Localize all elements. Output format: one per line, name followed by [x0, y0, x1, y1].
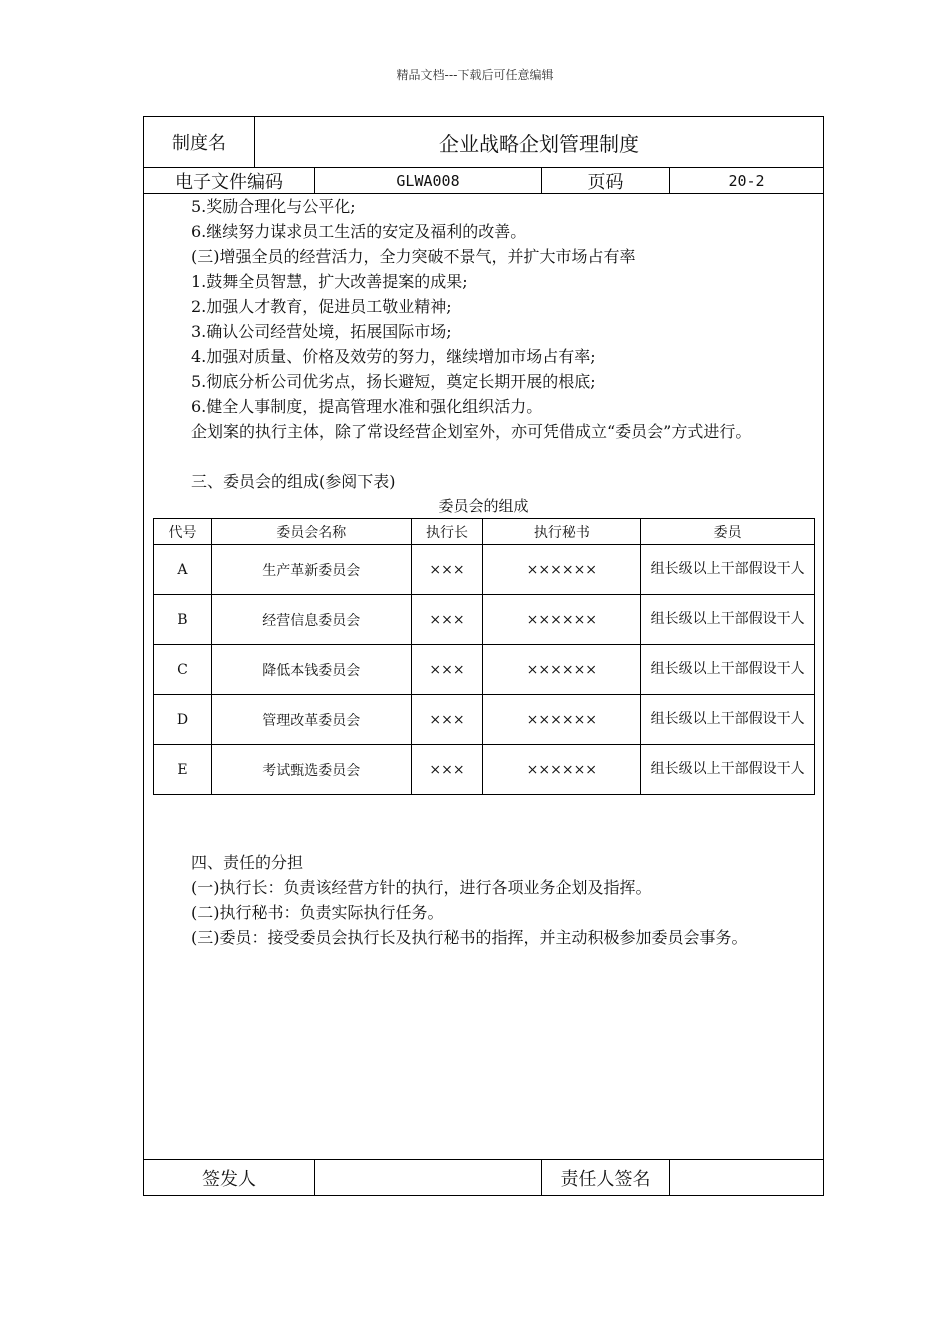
- row-chief: ×××: [411, 645, 483, 695]
- header-secretary: 执行秘书: [483, 519, 641, 545]
- row-chief: ×××: [411, 545, 483, 595]
- header-members: 委员: [641, 519, 815, 545]
- row-code: A: [154, 545, 212, 595]
- section-4-item: (一)执行长：负责该经营方针的执行，进行各项业务企划及指挥。: [191, 878, 652, 897]
- issuer-label: 签发人: [202, 1169, 256, 1190]
- table-row: [154, 595, 815, 645]
- body-line: 4.加强对质量、价格及效劳的努力，继续增加市场占有率;: [191, 347, 596, 366]
- body-line: 6.继续努力谋求员工生活的安定及福利的改善。: [191, 222, 527, 241]
- title-row: [144, 117, 823, 168]
- section-4-item: (二)执行秘书：负责实际执行任务。: [191, 903, 444, 922]
- row-members: 组长级以上干部假设干人: [641, 745, 815, 795]
- row-members: 组长级以上干部假设干人: [641, 595, 815, 645]
- row-code: E: [154, 745, 212, 795]
- row-chief: ×××: [411, 745, 483, 795]
- table-header-row: [154, 519, 815, 545]
- responsible-signature-field[interactable]: [670, 1160, 823, 1196]
- section-4-heading: 四、责任的分担: [191, 853, 304, 872]
- row-name: 生产革新委员会: [211, 545, 411, 595]
- section-4-item: (三)委员：接受委员会执行长及执行秘书的指挥，并主动积极参加委员会事务。: [191, 928, 748, 947]
- row-secretary: ××××××: [483, 545, 641, 595]
- table-row: [154, 745, 815, 795]
- row-name: 考试甄选委员会: [211, 745, 411, 795]
- file-code-value: GLWA008: [396, 171, 460, 190]
- body-line: 1.鼓舞全员智慧，扩大改善提案的成果;: [191, 272, 468, 291]
- header-chief: 执行长: [411, 519, 483, 545]
- row-secretary: ××××××: [483, 595, 641, 645]
- document-frame: [143, 116, 824, 1196]
- row-name: 管理改革委员会: [211, 695, 411, 745]
- table-row: [154, 545, 815, 595]
- code-row: [144, 168, 823, 194]
- row-members: 组长级以上干部假设干人: [641, 695, 815, 745]
- committee-table: [153, 518, 815, 795]
- body-line: 6.健全人事制度，提高管理水准和强化组织活力。: [191, 397, 543, 416]
- body-line: (三)增强全员的经营活力，全力突破不景气，并扩大市场占有率: [191, 247, 636, 266]
- row-members: 组长级以上干部假设干人: [641, 545, 815, 595]
- body-line: 2.加强人才教育，促进员工敬业精神;: [191, 297, 452, 316]
- file-code-label: 电子文件编码: [175, 171, 283, 193]
- header-code: 代号: [154, 519, 212, 545]
- section-3-heading: 三、委员会的组成(参阅下表): [191, 472, 396, 491]
- row-name: 降低本钱委员会: [211, 645, 411, 695]
- table-row: [154, 695, 815, 745]
- row-secretary: ××××××: [483, 645, 641, 695]
- page-header: 精品文档---下载后可任意编辑: [396, 68, 554, 82]
- header-name: 委员会名称: [211, 519, 411, 545]
- row-secretary: ××××××: [483, 695, 641, 745]
- row-secretary: ××××××: [483, 745, 641, 795]
- table-row: [154, 645, 815, 695]
- row-chief: ×××: [411, 695, 483, 745]
- page-label: 页码: [587, 171, 624, 193]
- exec-paragraph: 企划案的执行主体，除了常设经营企划室外，亦可凭借成立“委员会”方式进行。: [191, 422, 752, 441]
- body-line: 5.奖励合理化与公平化;: [191, 197, 356, 216]
- responsible-label: 责任人签名: [560, 1169, 651, 1190]
- body-line: 5.彻底分析公司优劣点，扬长避短，奠定长期开展的根底;: [191, 372, 596, 391]
- row-members: 组长级以上干部假设干人: [641, 645, 815, 695]
- row-chief: ×××: [411, 595, 483, 645]
- name-label: 制度名: [172, 133, 226, 154]
- row-code: D: [154, 695, 212, 745]
- table-caption: 委员会的组成: [438, 497, 529, 515]
- row-code: C: [154, 645, 212, 695]
- document-title: 企业战略企划管理制度: [439, 131, 639, 156]
- issuer-signature-field[interactable]: [315, 1160, 541, 1196]
- signature-row: [144, 1159, 823, 1196]
- page-value: 20-2: [728, 171, 765, 190]
- body-line: 3.确认公司经营处境，拓展国际市场;: [191, 322, 452, 341]
- row-code: B: [154, 595, 212, 645]
- row-name: 经营信息委员会: [211, 595, 411, 645]
